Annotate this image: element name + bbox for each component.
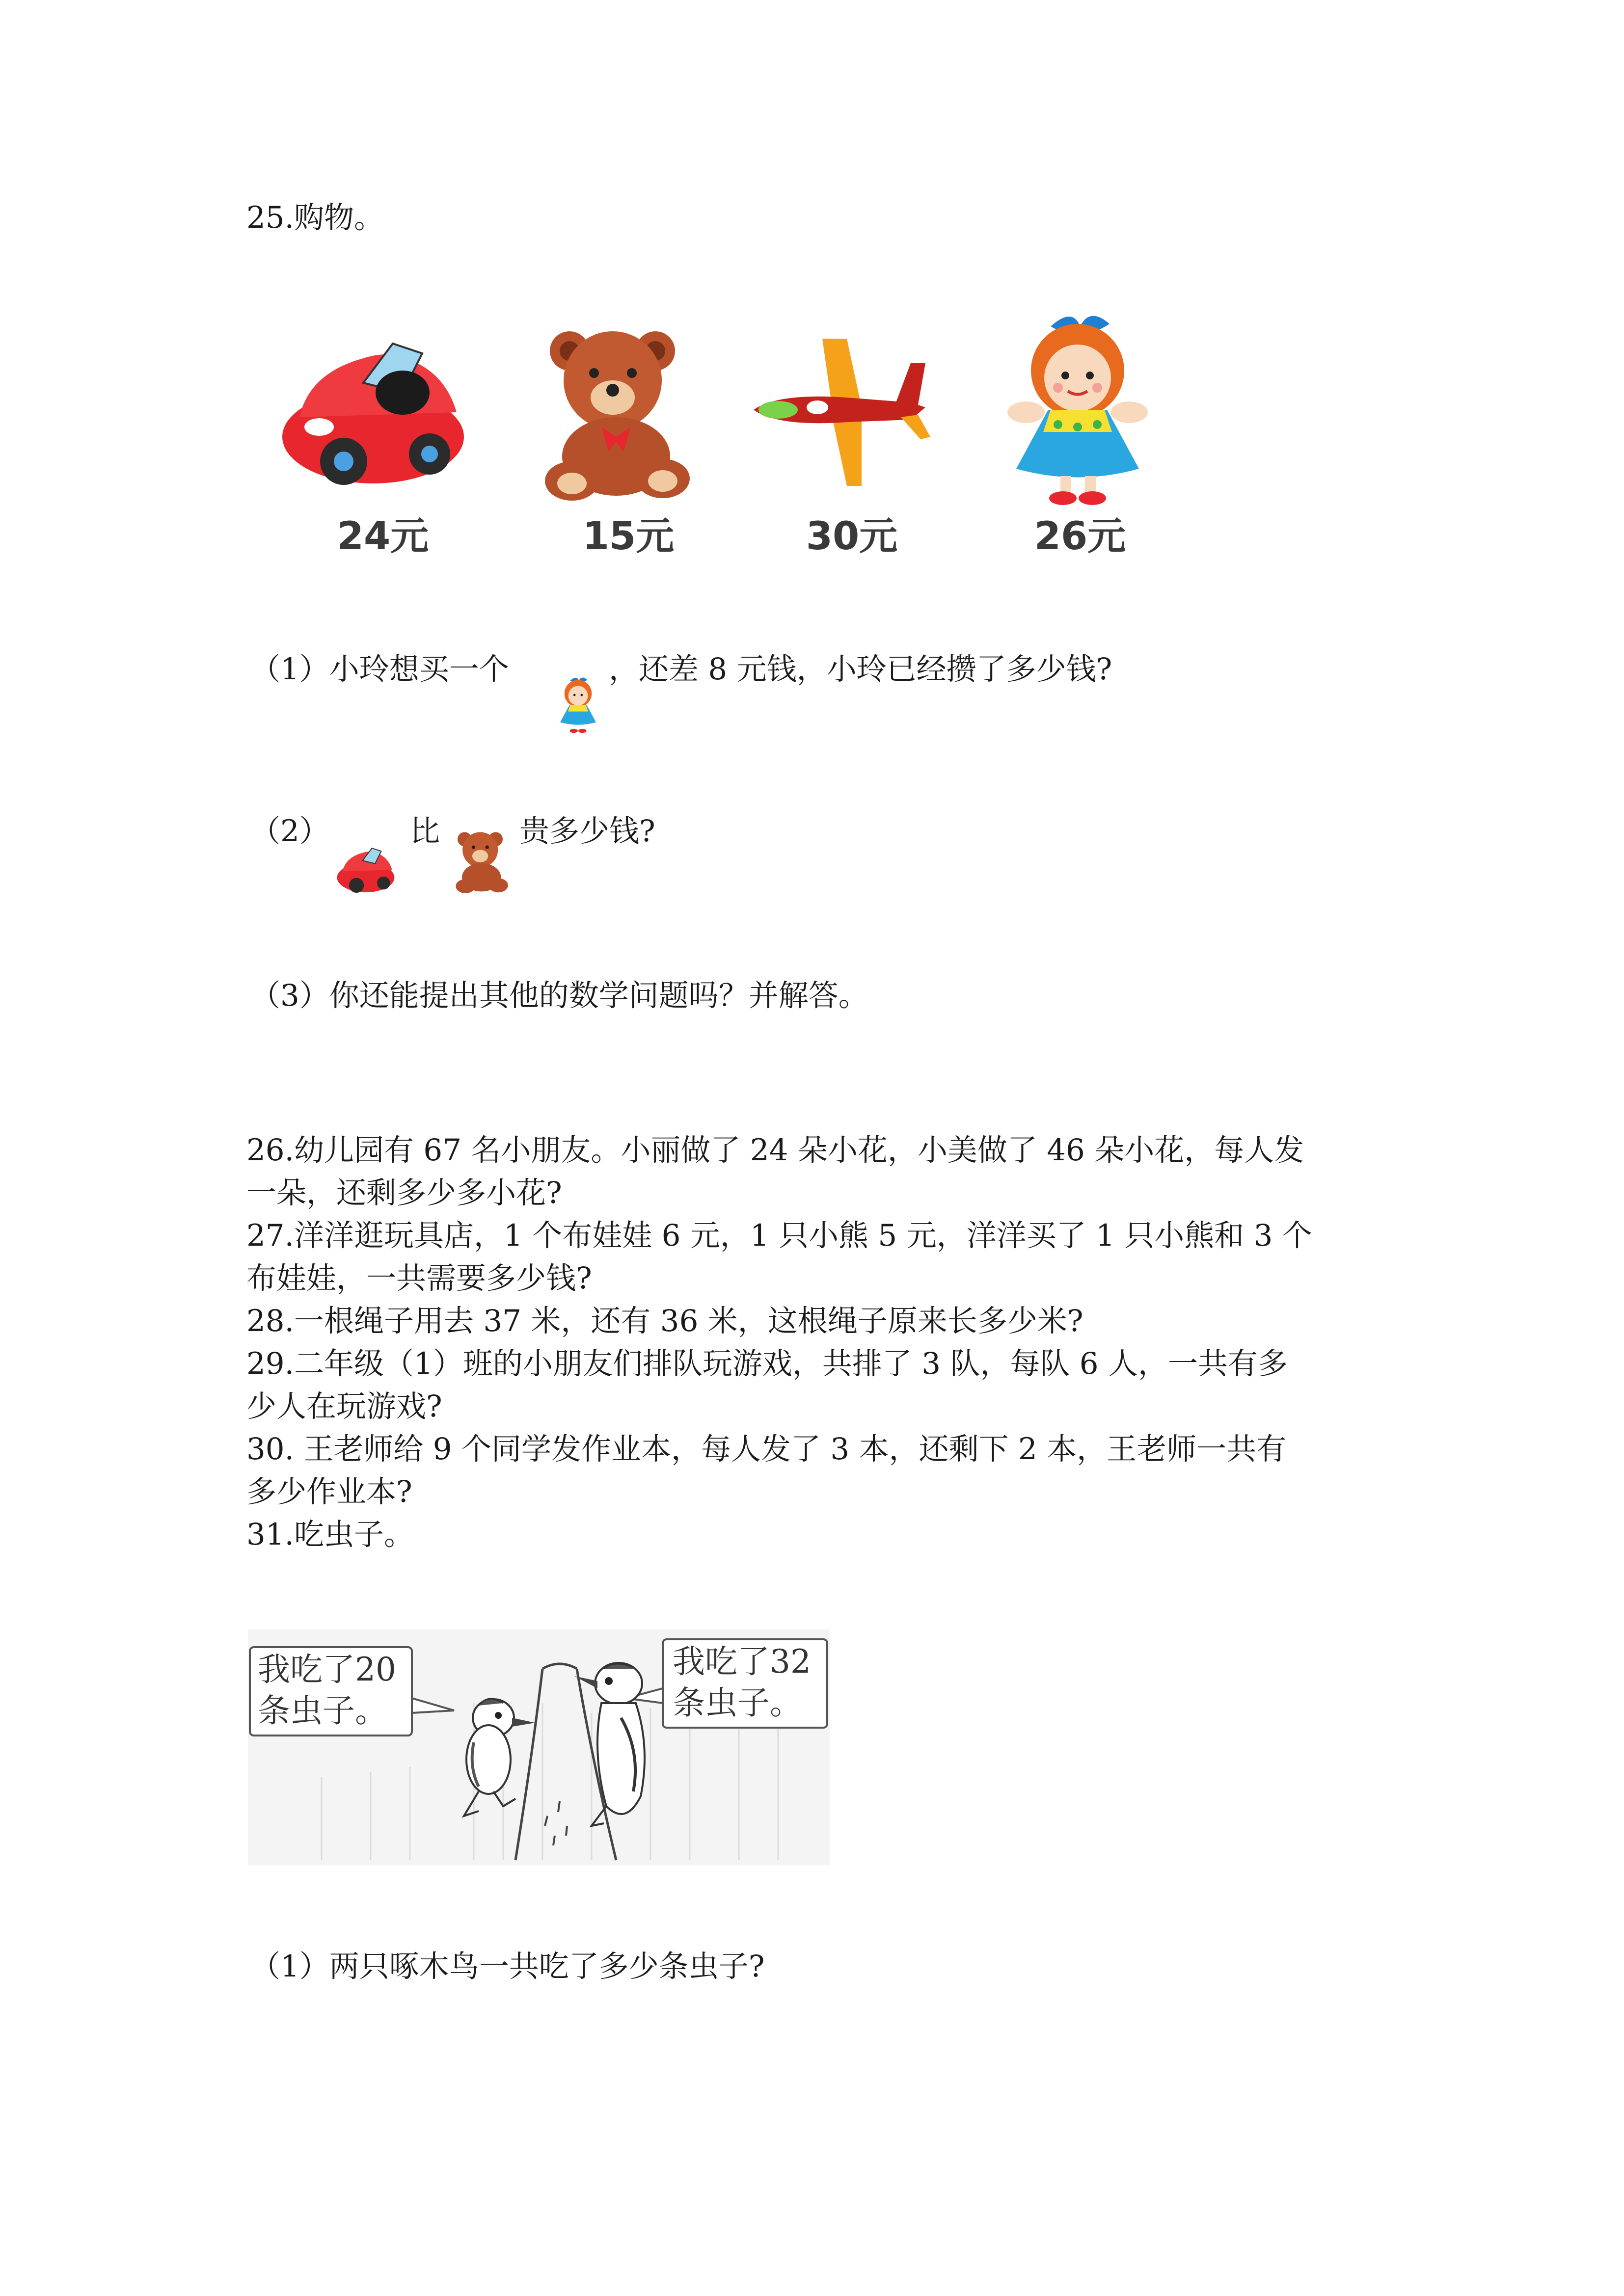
q25-sub1-start: （1）小玲想买一个 xyxy=(250,652,509,687)
price-bear: 15元 xyxy=(582,514,675,559)
q27-line1: 27.洋洋逛玩具店，1 个布娃娃 6 元，1 只小熊 5 元，洋洋买了 1 只小熊和 3 个 xyxy=(246,1218,1312,1253)
bubble-left-text xyxy=(258,1649,396,1732)
q30-line2: 多少作业本? xyxy=(246,1474,412,1509)
q28-line1: 28.一根绳子用去 37 米，还有 36 米，这根绳子原来长多少米? xyxy=(246,1304,1083,1338)
q25-sub3: （3）你还能提出其他的数学问题吗？并解答。 xyxy=(250,978,868,1013)
q25-sub2-label: （2） xyxy=(250,814,329,849)
doll-icon xyxy=(1004,307,1151,508)
bubble-right-line1: 我吃了32 xyxy=(673,1643,811,1681)
price-car: 24元 xyxy=(337,514,429,559)
price-doll: 26元 xyxy=(1034,514,1126,559)
price-plane: 30元 xyxy=(806,514,898,559)
toy-car-icon xyxy=(280,324,466,486)
teddy-bear-icon xyxy=(542,324,695,501)
bubble-right-line2: 条虫子。 xyxy=(673,1684,802,1722)
q31-sub1: （1）两只啄木鸟一共吃了多少条虫子? xyxy=(250,1949,765,1984)
q25-sub1-end: ，还差 8 元钱，小玲已经攒了多少钱? xyxy=(609,652,1112,687)
q29-line1: 29.二年级（1）班的小朋友们排队玩游戏，共排了 3 队，每队 6 人，一共有多 xyxy=(246,1346,1288,1381)
q30-line1: 30. 王老师给 9 个同学发作业本，每人发了 3 本，还剩下 2 本，王老师一共有 xyxy=(246,1432,1287,1467)
q25-sub2-end: 贵多少钱? xyxy=(519,814,655,849)
woodpecker-right-icon xyxy=(574,1663,645,1826)
woodpecker-illustration xyxy=(248,1629,830,1865)
q26-line2: 一朵，还剩多少多小花? xyxy=(246,1175,562,1210)
bubble-left-line2: 条虫子。 xyxy=(258,1692,387,1730)
q29-line2: 少人在玩游戏? xyxy=(246,1389,442,1424)
q25-sub2-compare: 比 xyxy=(410,814,440,849)
q26-line1: 26.幼儿园有 67 名小朋友。小丽做了 24 朵小花，小美做了 46 朵小花，每人发 xyxy=(246,1133,1304,1168)
bubble-right-text xyxy=(673,1641,811,1724)
q27-line2: 布娃娃，一共需要多少钱? xyxy=(246,1261,592,1296)
toy-plane-icon xyxy=(749,334,935,491)
bear-small-icon xyxy=(454,829,511,893)
car-small-icon xyxy=(336,842,395,893)
q31-title: 31.吃虫子。 xyxy=(246,1517,414,1552)
bubble-left-line1: 我吃了20 xyxy=(258,1651,396,1688)
q25-title: 25.购物。 xyxy=(246,200,384,235)
doll-small-icon xyxy=(550,675,606,734)
